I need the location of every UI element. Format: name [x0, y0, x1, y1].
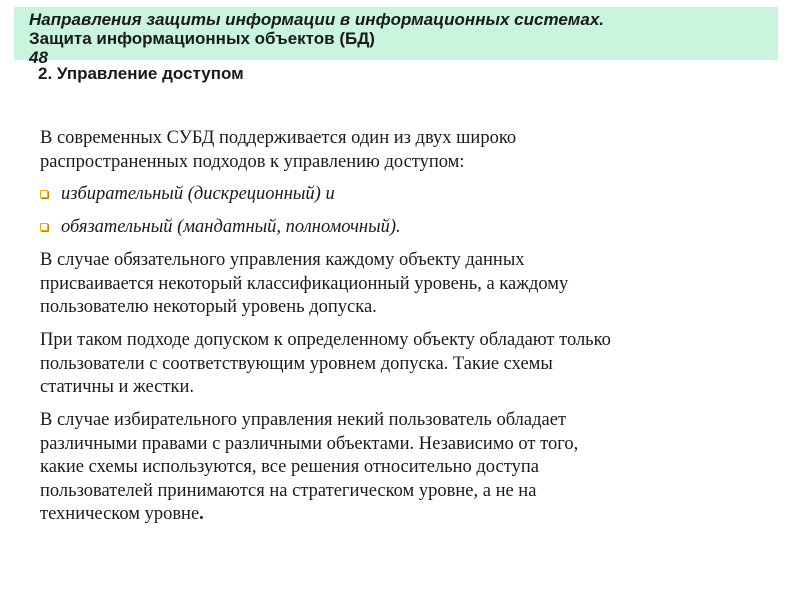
list-item: [40, 216, 401, 240]
approach-line-2: пользователи с соответствующим уровнем допуска. Такие схемы: [40, 353, 553, 374]
mandatory-line-2: присваивается некоторый классификационный уровень, а каждому: [40, 273, 569, 294]
square-bullet-icon: [40, 223, 48, 231]
approach-line-1: При таком подходе допуском к определенному объекту обладают только: [40, 330, 611, 350]
header-title: Направления защиты информации в информационных системах.: [29, 10, 605, 29]
slide-header: [29, 10, 604, 67]
discretionary-paragraph: [40, 409, 781, 527]
discretionary-line-5-text: техническом уровне: [40, 504, 200, 524]
header-subtitle: Защита информационных объектов (БД): [29, 29, 375, 48]
intro-line-1: В современных СУБД поддерживается один из двух широко: [40, 128, 517, 148]
mandatory-line-1: В случае обязательного управления каждому объекту данных: [40, 250, 525, 270]
discretionary-line-1: В случае избирательного управления некий пользователь обладает: [40, 410, 567, 430]
discretionary-line-2: различными правами с различными объектами. Независимо от того,: [40, 433, 579, 454]
intro-paragraph: [40, 127, 781, 174]
bullet-text: обязательный (мандатный, полномочный).: [61, 217, 401, 237]
discretionary-line-3: какие схемы используются, все решения относительно доступа: [40, 457, 539, 477]
bullet-text: избирательный (дискреционный) и: [61, 184, 335, 204]
section-title: 2. Управление доступом: [38, 64, 244, 83]
mandatory-paragraph: [40, 249, 781, 320]
square-bullet-icon: [40, 190, 48, 198]
discretionary-line-4: пользователей принимаются на стратегическом уровне, а не на: [40, 480, 537, 501]
end-mark: .: [199, 504, 204, 524]
page-number: 48: [29, 48, 48, 67]
approach-line-3: статичны и жестки.: [40, 377, 195, 397]
discretionary-line-5: [40, 503, 781, 527]
list-item: [40, 183, 335, 207]
mandatory-line-3: пользователю некоторый уровень допуска.: [40, 297, 377, 317]
approach-paragraph: [40, 329, 781, 400]
header-band: [14, 7, 778, 67]
intro-line-2: распространенных подходов к управлению доступом:: [40, 151, 465, 172]
